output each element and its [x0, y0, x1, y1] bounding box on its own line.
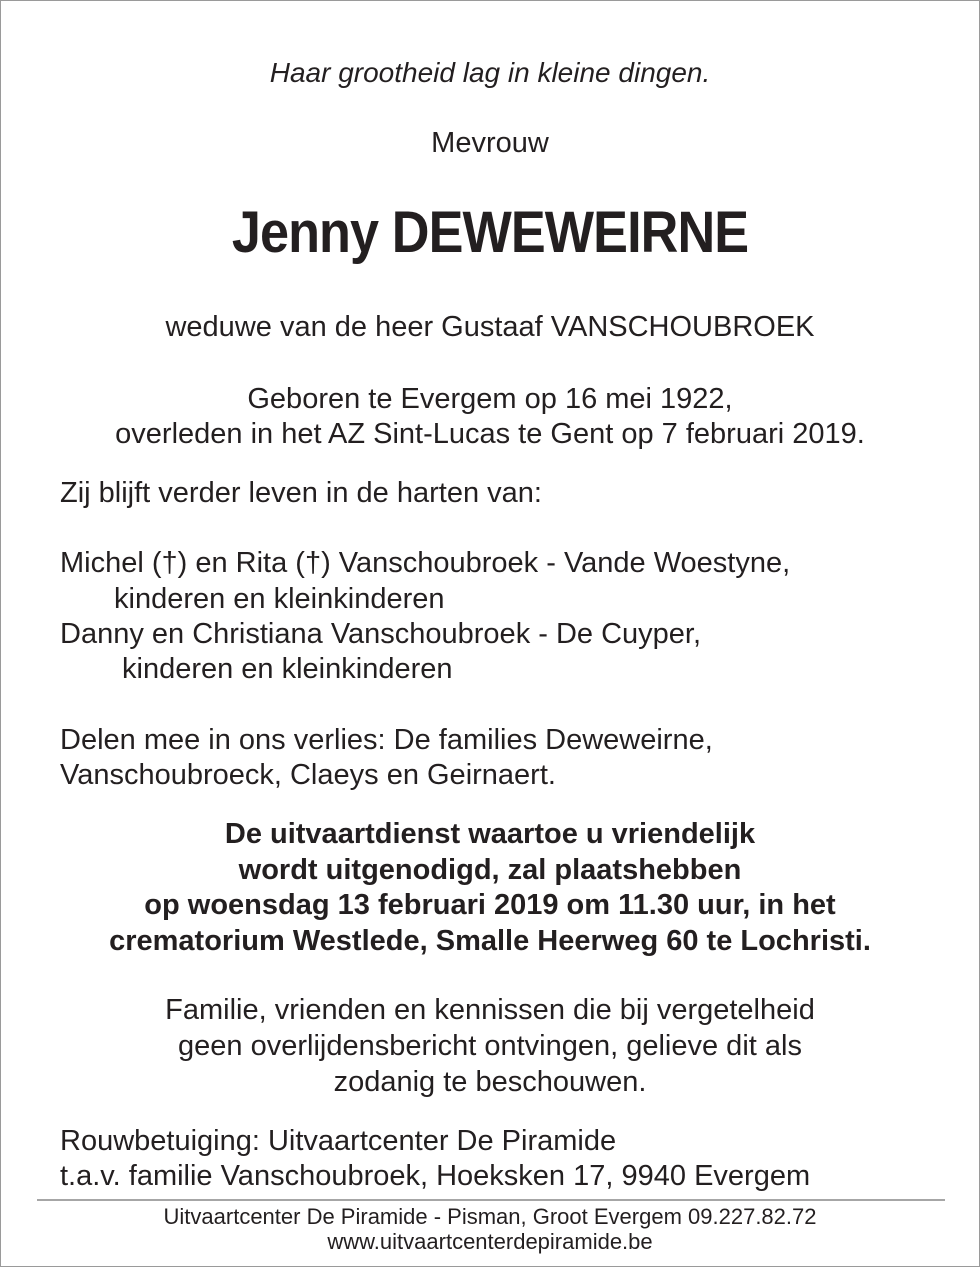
spouse-line: weduwe van de heer Gustaaf VANSCHOUBROEK: [165, 311, 815, 343]
notice-line: zodanig te beschouwen.: [333, 1066, 647, 1098]
service-line: op woensdag 13 februari 2019 om 11.30 uur, in het: [144, 889, 836, 921]
salutation: Mevrouw: [431, 127, 549, 159]
survivors-intro: Zij blijft verder leven in de harten van:: [60, 477, 542, 509]
also-grieving-line: Vanschoubroeck, Claeys en Geirnaert.: [60, 759, 556, 791]
family-line: Michel (†) en Rita (†) Vanschoubroek - Vande Woestyne,: [60, 547, 791, 579]
footer-website[interactable]: www.uitvaartcenterdepiramide.be: [327, 1229, 653, 1254]
condolences-line: t.a.v. familie Vanschoubroek, Hoeksken 17, 9940 Evergem: [60, 1160, 811, 1192]
condolences-line: Rouwbetuiging: Uitvaartcenter De Piramide: [60, 1125, 617, 1157]
deceased-name: Jenny DEWEWEIRNE: [231, 200, 749, 265]
notice-line: Familie, vrienden en kennissen die bij vergetelheid: [165, 994, 815, 1026]
notice-line: geen overlijdensbericht ontvingen, gelieve dit als: [178, 1030, 802, 1062]
service-line: crematorium Westlede, Smalle Heerweg 60 te Lochristi.: [109, 925, 871, 957]
also-grieving-line: Delen mee in ons verlies: De families Deweweirne,: [60, 724, 713, 756]
motto: Haar grootheid lag in kleine dingen.: [269, 57, 711, 88]
family-line: kinderen en kleinkinderen: [114, 583, 445, 615]
service-line: wordt uitgenodigd, zal plaatshebben: [238, 854, 742, 886]
service-line: De uitvaartdienst waartoe u vriendelijk: [224, 818, 756, 850]
death-line: overleden in het AZ Sint-Lucas te Gent op 7 februari 2019.: [115, 418, 865, 450]
family-line: kinderen en kleinkinderen: [122, 653, 453, 685]
divider: [37, 1199, 945, 1201]
family-line: Danny en Christiana Vanschoubroek - De Cuyper,: [60, 618, 702, 650]
footer-company: Uitvaartcenter De Piramide - Pisman, Groot Evergem 09.227.82.72: [163, 1204, 817, 1229]
birth-line: Geboren te Evergem op 16 mei 1922,: [247, 383, 733, 415]
